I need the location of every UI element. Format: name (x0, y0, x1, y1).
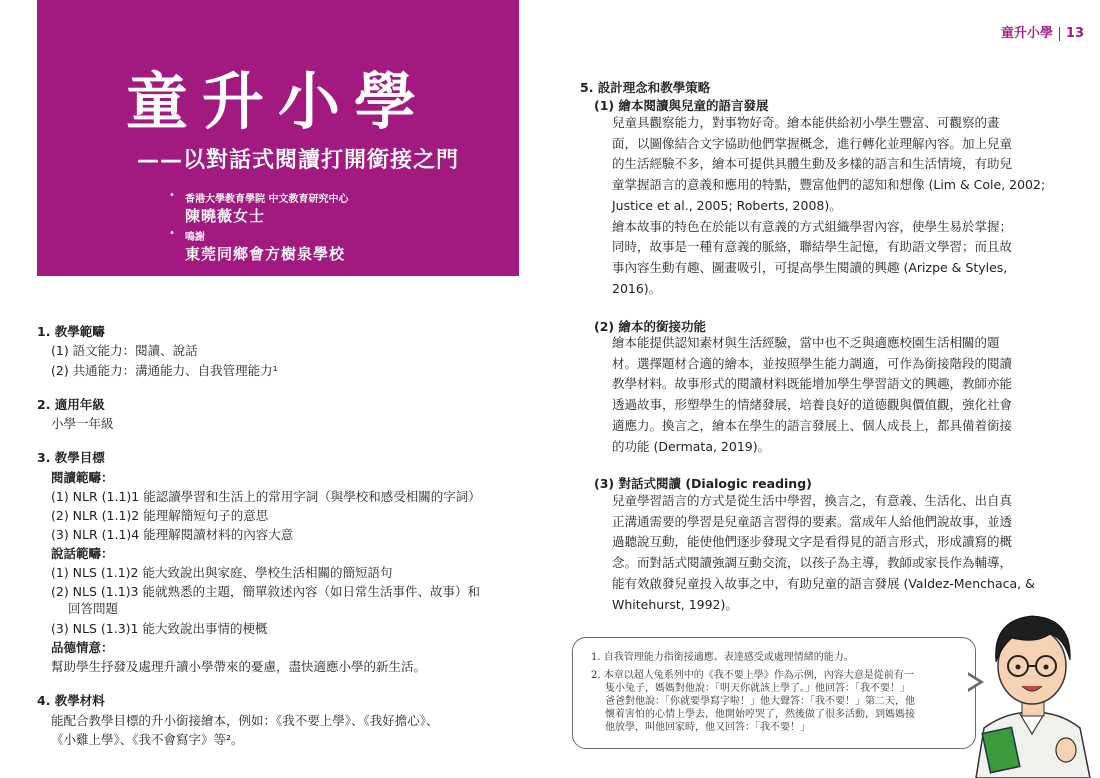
running-header (1001, 22, 1084, 41)
text-line: 過聽說互動，能使他們逐步發現文字是看得見的語言形式，形成讀寫的概 (612, 534, 1013, 550)
footnote-2-line: 隻小兔子，媽媽對他說：「明天你就該上學了。」他回答：「我不要！」 (605, 683, 910, 694)
footnote-2-line: 懷着害怕的心情上學去，他開始哼哭了，然後做了很多活動，到媽媽接 (605, 709, 915, 720)
affective-text: 幫助學生抒發及處理升讀小學帶來的憂慮，盡快適應小學的新生活。 (51, 659, 427, 674)
text-line: 兒童具觀察能力，對事物好奇。繪本能供給初小學生豐富、可觀察的畫 (612, 115, 1000, 130)
acknowledgement-label: 鳴謝 (185, 232, 205, 243)
text-line: 繪本故事的特色在於能以有意義的方式組織學習內容，使學生易於掌握； (612, 218, 1013, 234)
header-divider (1059, 27, 1060, 41)
acknowledgement-credit (169, 228, 346, 264)
text-line: 透過故事，形塑學生的情緒發展，培養良好的道德觀與價值觀，強化社會 (612, 397, 1013, 413)
reading-label: 閱讀範疇： (51, 470, 114, 485)
paragraph-picturebook (612, 113, 1064, 299)
text-line: 教學材料。故事形式的閱讀材料既能增加學生學習語文的興趣，教師亦能 (612, 376, 1013, 392)
list-item: (1) NLR (1.1)1 能認讀學習和生活上的常用字詞（與學校和感受相關的字詞） (51, 489, 481, 504)
text-line: 正溝通需要的學習是兒童語言習得的要素。當成年人給他們說故事，並透 (612, 513, 1013, 529)
chapter-title: 童升小學 (125, 65, 430, 138)
section-heading-grade: 2. 適用年級 (37, 397, 105, 412)
text-line: 面，以圖像結合文字協助他們掌握概念，進行轉化並理解內容。加上兒童 (612, 135, 1013, 151)
text-line: 材。選擇題材合適的繪本，並按照學生能力調適，可作為銜接階段的閱讀 (612, 355, 1013, 371)
footnote-2-line: 爸爸對他說：「你就要學寫字啦！」他大聲答：「我不要！」第二天，他 (605, 696, 915, 707)
text-line: 的功能 (Dermata, 2019)。 (612, 438, 771, 454)
footnote-2: 2. 本章以超人兔系列中的《我不要上學》作為示例，內容大意是從前有一 (591, 670, 914, 681)
title-banner (37, 0, 519, 276)
text-line: 同時，故事是一種有意義的脈絡，聯結學生記憶，有助語文學習；而且故 (612, 239, 1013, 255)
author-name: 陳曉薇女士 (185, 207, 266, 225)
subsection-heading-transition: (2) 繪本的銜接功能 (594, 319, 706, 334)
footnote-1: 1. 自我管理能力指銜接適應、表達感受或處理情緒的能力。 (591, 652, 854, 663)
teacher-cartoon-icon (966, 600, 1100, 778)
author-credit (169, 190, 349, 226)
running-title: 童升小學 (1000, 26, 1053, 41)
footnote-2-line: 他放學，叫他回家時，他又回答：「我不要！」 (605, 722, 810, 733)
materials-line: 《小雞上學》、《我不會寫字》等²。 (51, 732, 244, 747)
affective-label: 品德情意： (51, 640, 114, 655)
text-line: 兒童學習語言的方式是從生活中學習，換言之，有意義、生活化、出自真 (612, 493, 1013, 508)
paragraph-dialogic (612, 491, 1064, 615)
text-line: 的生活經驗不多，繪本可提供具體生動及多樣的語言和生活情境，有助兒 (612, 156, 1013, 172)
grade-text: 小學一年級 (51, 416, 114, 431)
footnote-bubble (572, 637, 976, 749)
list-item: (2) 共通能力：溝通能力、自我管理能力¹ (51, 363, 278, 378)
text-line: 2016)。 (612, 280, 662, 296)
page-number: 13 (1065, 26, 1084, 41)
text-line: Justice et al., 2005; Roberts, 2008)。 (612, 197, 842, 213)
text-line: 繪本能提供認知素材與生活經驗，當中也不乏與適應校園生活相關的題 (612, 335, 1000, 350)
section-heading-design: 5. 設計理念和教學策略 (580, 80, 711, 95)
text-line: 事內容生動有趣、圖畫吸引，可提高學生閱讀的興趣 (Arizpe & Styles, (612, 259, 1008, 275)
text-line: 適應力。換言之，繪本在學生的語言發展上、個人成長上，都具備着銜接 (612, 417, 1013, 433)
list-item: (2) NLR (1.1)2 能理解簡短句子的意思 (51, 508, 269, 523)
list-item: (1) NLS (1.1)2 能大致說出與家庭、學校生活相關的簡短語句 (51, 565, 393, 580)
section-heading-scope: 1. 教學範疇 (37, 324, 105, 339)
text-line: Whitehurst, 1992)。 (612, 596, 738, 612)
list-item-continuation: 回答問題 (68, 601, 119, 616)
subsection-heading-picturebook: (1) 繪本閱讀與兒童的語言發展 (594, 98, 769, 113)
list-item: (3) NLS (1.3)1 能大致說出事情的梗概 (51, 621, 268, 636)
author-affiliation: 香港大學教育學院 中文教育研究中心 (185, 194, 349, 205)
list-item: (1) 語文能力：閱讀、說話 (51, 343, 198, 358)
list-item: (3) NLR (1.1)4 能理解閱讀材料的內容大意 (51, 527, 294, 542)
paragraph-transition (612, 333, 1064, 457)
text-line: 念。而對話式閱讀強調互動交流，以孩子為主導，教師或家長作為輔導， (612, 555, 1013, 571)
text-line: 童掌握語言的意義和應用的特點，豐富他們的認知和想像 (Lim & Cole, 2002; (612, 177, 1046, 193)
section-heading-objectives: 3. 教學目標 (37, 450, 105, 465)
materials-line: 能配合教學目標的升小銜接繪本，例如：《我不要上學》、《我好擔心》、 (51, 713, 439, 728)
speaking-label: 說話範疇： (51, 546, 114, 561)
acknowledgement-school: 東莞同鄉會方樹泉學校 (185, 245, 346, 263)
bullet-icon: • (169, 190, 175, 201)
bullet-icon: • (169, 228, 175, 239)
subsection-heading-dialogic: (3) 對話式閱讀 (Dialogic reading) (594, 476, 812, 491)
text-line: 能有效啟發兒童投入故事之中，有助兒童的語言發展 (Valdez-Menchaca, & (612, 575, 1035, 591)
list-item: (2) NLS (1.1)3 能就熟悉的主題，簡單敘述內容（如日常生活事件、故事）和 (51, 584, 480, 599)
chapter-subtitle: ——以對話式閱讀打開銜接之門 (137, 148, 460, 173)
section-heading-materials: 4. 教學材料 (37, 693, 105, 708)
